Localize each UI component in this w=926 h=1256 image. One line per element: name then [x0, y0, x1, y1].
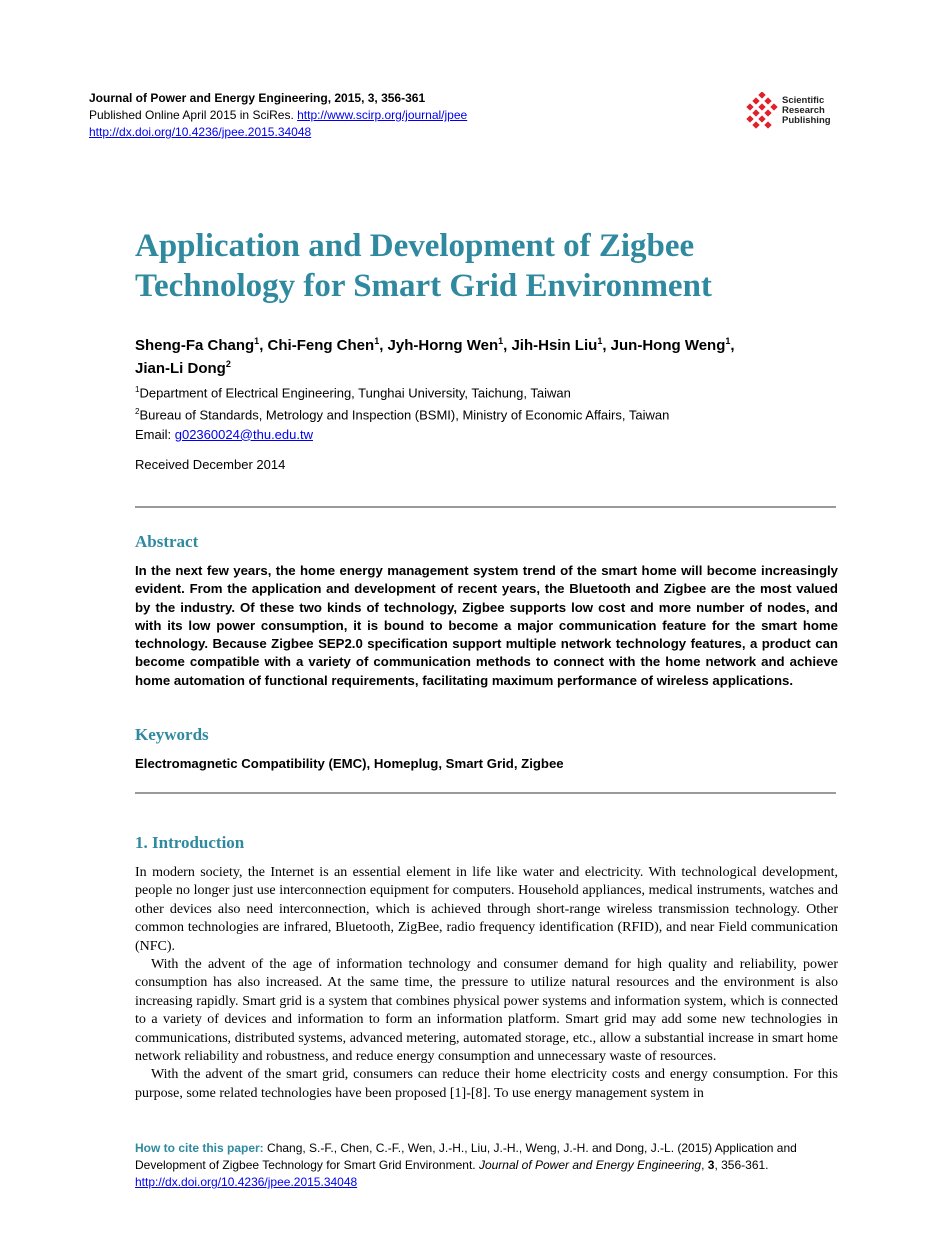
- affiliation-2-text: Bureau of Standards, Metrology and Inspection (BSMI), Ministry of Economic Affairs, Taiwan: [139, 407, 670, 423]
- author-name: Jian-Li Dong: [135, 360, 226, 377]
- publisher-name-line2: Research: [782, 105, 825, 116]
- intro-paragraph-1: In modern society, the Internet is an essential element in life like water and electricity. With technological development, people no longer just use interconnection equipment for computers. Household appliances, medical instruments, watches and other devices also need interconnection, which is achieved through short-range wireless transmission technology. Other common technologies are infrared, Bluetooth, ZigBee, radio frequency identification (RFID), and near Field communication (NFC).: [135, 865, 838, 954]
- author-list: [135, 332, 835, 378]
- logo-diamond: [752, 121, 759, 128]
- abstract-heading: Abstract: [135, 532, 199, 551]
- publisher-logo: [744, 92, 844, 132]
- citation-label: How to cite this paper:: [135, 1141, 264, 1155]
- published-line: [89, 107, 609, 124]
- publisher-name: [782, 96, 831, 126]
- affiliation-2: [135, 402, 835, 424]
- intro-paragraph-2: With the advent of the age of information technology and consumer demand for high quality and reliability, power consumption has also increased. At the same time, the pressure to utilize natural resources and the environment is also increasing rapidly. Smart grid is a system that combines physical power systems and information system, which is connected to a variety of devices and information to form an information platform. Smart grid may add some new technologies in communications, distributed systems, advanced metering, automated storage, etc., allow a substantial increase in smart home network reliability and robustness, and reduce energy consumption and unnecessary waste of resources.: [135, 957, 838, 1065]
- divider-bottom: [135, 792, 836, 794]
- citation-journal: Journal of Power and Energy Engineering: [478, 1158, 702, 1172]
- journal-url-link[interactable]: http://www.scirp.org/journal/jpee: [297, 108, 468, 122]
- author-name: Jyh-Horng Wen: [387, 337, 499, 354]
- keywords-heading: Keywords: [135, 725, 209, 744]
- citation-volume: 3: [707, 1158, 715, 1172]
- author-separator: ,: [503, 337, 512, 354]
- abstract-text: In the next few years, the home energy management system trend of the smart home will become increasingly evident. From the application and development of recent years, the Bluetooth and Zigbee are the most valued by the industry. Of these two kinds of technology, Zigbee supports low cost and more number of nodes, and with its low power consumption, it is bound to become a major communication feature for the smart home technology. Because Zigbee SEP2.0 specification support multiple network technology features, a product can become compatible with a variety of communication methods to connect with the home network and achieve home automation of functional requirements, facilitating maximum performance of wireless applications.: [135, 563, 838, 688]
- email-line: [135, 425, 835, 444]
- scirp-logo-icon: [744, 92, 780, 132]
- author-name: Sheng-Fa Chang: [135, 337, 255, 354]
- citation-pages: , 356-361.: [714, 1158, 769, 1172]
- citation-doi-link[interactable]: http://dx.doi.org/10.4236/jpee.2015.34048: [135, 1175, 358, 1189]
- keywords-text: Electromagnetic Compatibility (EMC), Homeplug, Smart Grid, Zigbee: [135, 756, 564, 771]
- author-name: Jun-Hong Weng: [610, 337, 726, 354]
- logo-diamond: [746, 115, 753, 122]
- paper-title: [135, 226, 835, 306]
- affiliations: [135, 380, 835, 444]
- affiliation-1-text: Department of Electrical Engineering, Tunghai University, Taichung, Taiwan: [139, 385, 571, 401]
- title-line-2: Technology for Smart Grid Environment: [135, 268, 712, 304]
- title-line-1: Application and Development of Zigbee: [135, 228, 695, 264]
- author-separator: ,: [730, 337, 735, 354]
- citation-sep: ,: [701, 1158, 708, 1172]
- logo-diamond: [764, 97, 771, 104]
- author-separator: ,: [602, 337, 611, 354]
- author-affiliation-number: 1: [498, 336, 504, 346]
- author-name: Chi-Feng Chen: [267, 337, 375, 354]
- email-label: Email:: [135, 426, 175, 442]
- author-affiliation-number: 1: [725, 336, 731, 346]
- divider-top: [135, 506, 836, 508]
- author-affiliation-number: 1: [254, 336, 260, 346]
- author-affiliation-number: 2: [225, 359, 231, 369]
- author-affiliation-number: 1: [597, 336, 603, 346]
- logo-diamond: [746, 103, 753, 110]
- author-affiliation-number: 1: [374, 336, 380, 346]
- journal-line: Journal of Power and Energy Engineering, 2015, 3, 356-361: [89, 91, 426, 105]
- affiliation-2-number: 2: [135, 407, 140, 417]
- journal-header: [89, 90, 609, 141]
- logo-diamond: [770, 103, 777, 110]
- logo-diamond: [758, 92, 765, 99]
- intro-paragraph-3: With the advent of the smart grid, consumers can reduce their home electricity costs and energy consumption. For this purpose, some related technologies have been proposed [1]-[8]. To use energy management system in: [135, 1067, 838, 1101]
- logo-diamond: [752, 109, 759, 116]
- affiliation-1: [135, 380, 835, 402]
- author-separator: ,: [379, 337, 388, 354]
- email-link[interactable]: g02360024@thu.edu.tw: [174, 426, 313, 442]
- author-name: Jih-Hsin Liu: [511, 337, 598, 354]
- citation-authors-title: Chang, S.-F., Chen, C.-F., Wen, J.-H., Liu, J.-H., Weng, J.-H. and Dong, J.-L. (2015) Application and Development of Zigbee Technology for Smart Grid Environment.: [135, 1141, 797, 1172]
- logo-diamond: [764, 109, 771, 116]
- publisher-name-line3: Publishing: [782, 115, 831, 126]
- affiliation-1-number: 1: [135, 385, 140, 394]
- doi-link[interactable]: http://dx.doi.org/10.4236/jpee.2015.34048: [89, 125, 312, 139]
- publisher-name-line1: Scientific: [782, 95, 825, 106]
- author-separator: ,: [259, 337, 268, 354]
- logo-diamond: [752, 97, 759, 104]
- introduction-heading: 1. Introduction: [135, 833, 245, 852]
- introduction-body: [135, 864, 838, 1103]
- published-prefix: Published Online April 2015 in SciRes.: [89, 108, 298, 122]
- received-date: Received December 2014: [135, 457, 286, 472]
- logo-diamond: [764, 121, 771, 128]
- logo-diamond: [758, 103, 765, 110]
- citation-block: [135, 1140, 840, 1191]
- logo-diamond: [758, 115, 765, 122]
